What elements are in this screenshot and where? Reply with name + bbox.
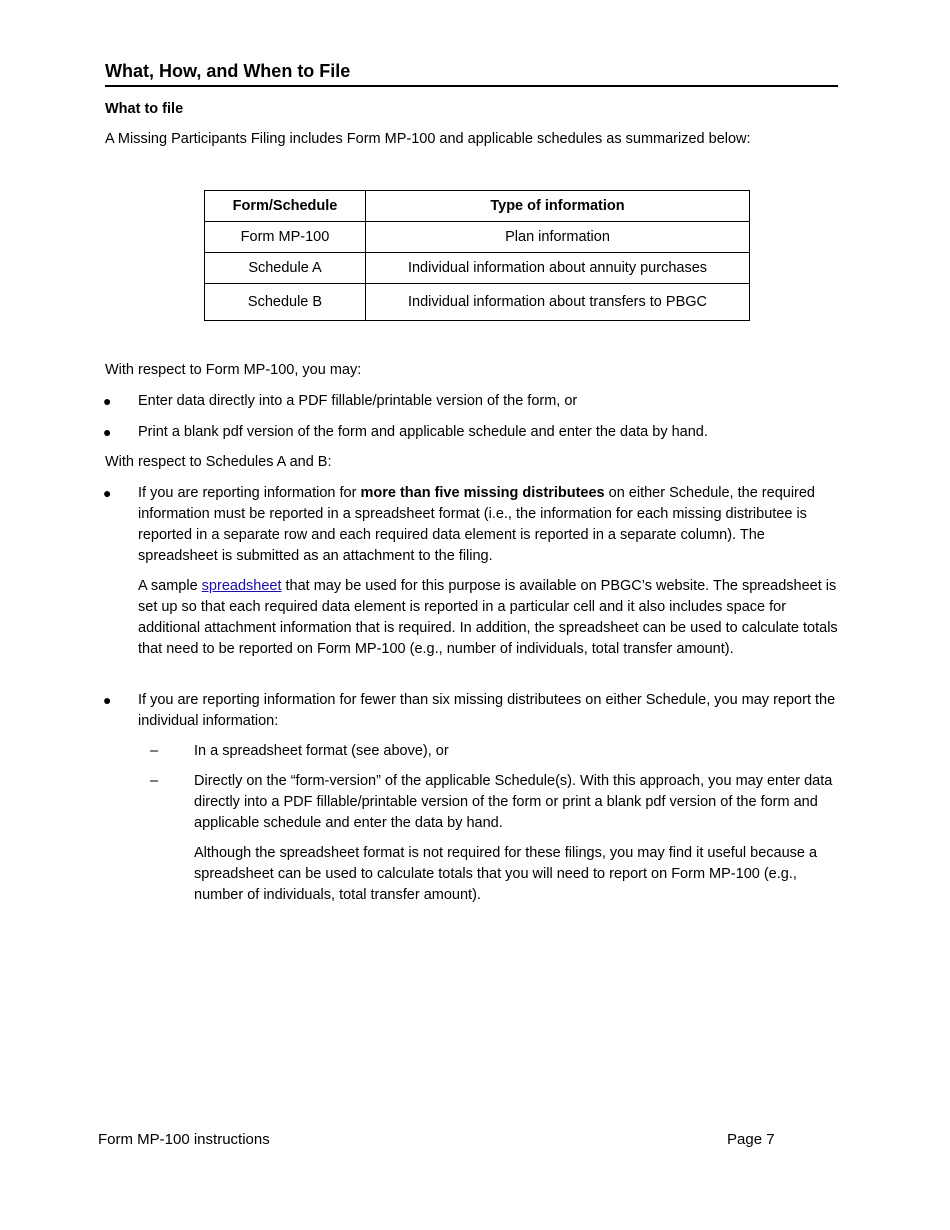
table-header-row [205, 191, 750, 222]
dash-icon: – [150, 743, 159, 759]
table-row [205, 253, 750, 284]
bullet-text-prefix: If you are reporting information for [138, 485, 361, 501]
spreadsheet-paragraph [138, 576, 838, 660]
table-header-cell: Type of information [366, 191, 750, 222]
table-row [205, 284, 750, 321]
list-item: If you are reporting information for fewer than six missing distributees on either Schedule, you may report the individual information: [138, 692, 836, 729]
bullet-icon: ● [103, 692, 112, 708]
table-header-cell: Form/Schedule [205, 191, 366, 222]
list-item: Print a blank pdf version of the form and applicable schedule and enter the data by hand. [138, 424, 708, 440]
table-cell: Schedule B [205, 284, 366, 321]
bullet-text-suffix: on either Schedule, the required information must be reported in a spreadsheet format (i.e., the information for each missing distributee is reported in a separate row and each required data element is reported in a separate column). The spreadsheet is submitted as an attachment to the filing. [138, 485, 816, 564]
table-row [205, 222, 750, 253]
schedules-section-lead: With respect to Schedules A and B: [105, 454, 332, 470]
table-cell: Form MP-100 [205, 222, 366, 253]
form-section-lead: With respect to Form MP-100, you may: [105, 362, 362, 378]
spreadsheet-link[interactable]: spreadsheet [201, 578, 282, 594]
list-item: Enter data directly into a PDF fillable/printable version of the form, or [138, 393, 578, 409]
table-cell: Individual information about transfers to PBGC [366, 284, 750, 321]
sub-list-item: In a spreadsheet format (see above), or [194, 743, 449, 759]
section-heading: What, How, and When to File [105, 59, 838, 87]
paragraph-prefix: A sample [138, 578, 202, 594]
page-number: Page 7 [727, 1131, 775, 1148]
note-paragraph: Although the spreadsheet format is not required for these filings, you may find it useful because a spreadsheet can be used to calculate totals that you will need to report on Form MP-100 (e.g., number of individuals, total transfer amount). [194, 845, 818, 903]
table-cell: Schedule A [205, 253, 366, 284]
bullet-icon: ● [103, 485, 112, 501]
sub-list-item: Directly on the “form-version” of the applicable Schedule(s). With this approach, you may enter data directly into a PDF fillable/printable version of the form or print a blank pdf version of the form and applicable schedule and enter the data by hand. [194, 773, 833, 831]
table-cell: Individual information about annuity purchases [366, 253, 750, 284]
bullet-icon: ● [103, 424, 112, 440]
list-item [138, 483, 838, 567]
footer-title: Form MP-100 instructions [98, 1131, 270, 1148]
bullet-text-bold: more than five missing distributees [360, 485, 605, 501]
paragraph-suffix: that may be used for this purpose is available on PBGC’s website. The spreadsheet is set up so that each required data element is reported in a particular cell and it also includes space for additional attachment information that is required. In addition, the spreadsheet can be used to calculate totals that need to be reported on Form MP-100 (e.g., number of individuals, total transfer amount). [138, 578, 838, 657]
intro-paragraph: A Missing Participants Filing includes Form MP-100 and applicable schedules as summarized below: [105, 131, 751, 147]
bullet-icon: ● [103, 393, 112, 409]
schedule-table [204, 190, 750, 321]
table-cell: Plan information [366, 222, 750, 253]
dash-icon: – [150, 773, 159, 789]
subsection-heading: What to file [105, 101, 184, 117]
